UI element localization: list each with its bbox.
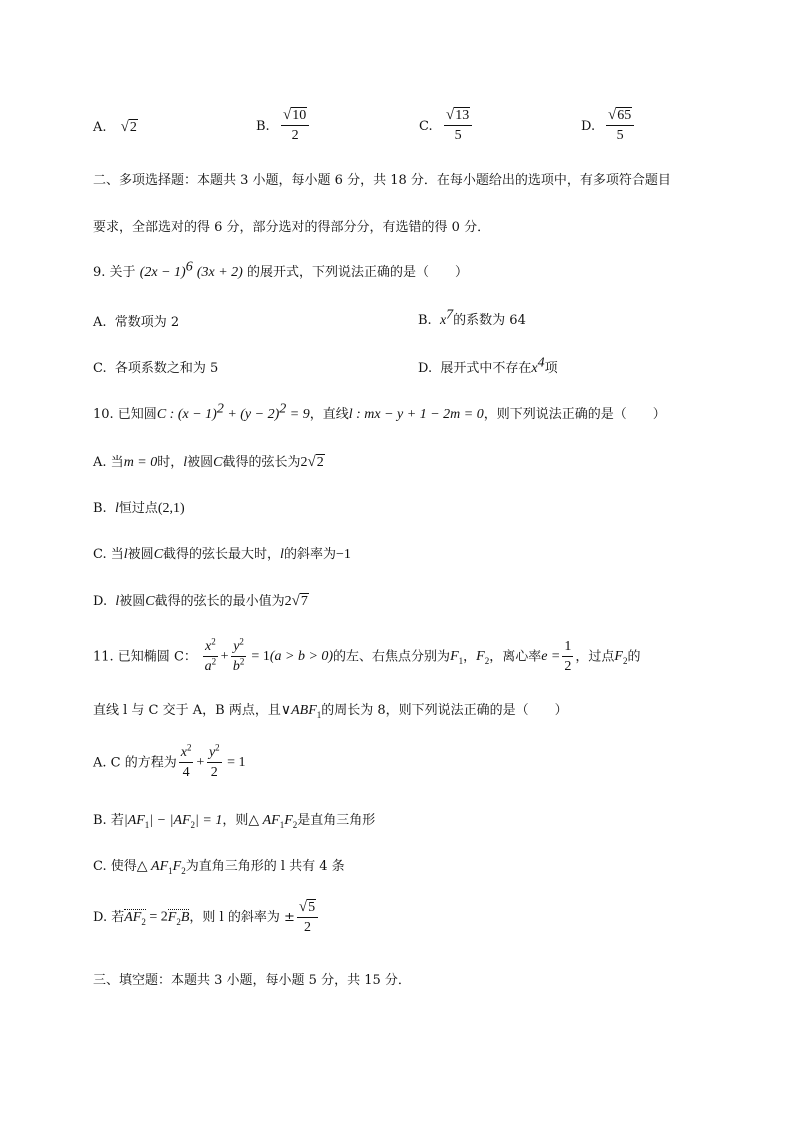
fraction-x2-a2: $\frac{x^2}{a^2}$ — [204, 636, 217, 674]
q9-option-d: D. 展开式中不存在$x^4$项 — [418, 355, 558, 376]
option-label: B. — [256, 119, 270, 134]
fraction-y2-2: $\frac{y^2}{2}$ — [208, 742, 220, 780]
sqrt-value: √2 — [120, 119, 137, 135]
q11-option-d: D. 若$AF_2 = 2F_2B$，则 l 的斜率为 ± $\frac{√5}{2}$ — [93, 900, 320, 940]
q10-stem: 10. 已知圆C : $(x - 1)^2 + (y - 2)^2 = 9$，直线l : mx − y + 1 − 2m = 0，则下列说法正确的是（ ） — [93, 401, 666, 422]
q9-option-c: C. 各项系数之和为 5 — [93, 361, 219, 376]
q11-option-b: B. 若$|AF_1| - |AF_2| = 1$，则△ $AF_1F_2$是直角三角形 — [93, 813, 376, 830]
q11-option-a: A. C 的方程为 $\frac{x^2}{4}$ + $\frac{y^2}{2}$ = 1 — [93, 742, 246, 780]
q10-option-b: B. l恒过点(2,1) — [93, 501, 185, 516]
option-d-fraction: $\frac{√65}{5}$ — [604, 108, 636, 143]
q8-options — [93, 108, 743, 148]
q11-stem-line2: 直线 l 与 C 交于 A，B 两点，且$\vee ABF_1$的周长为 8，则下列说法正确的是（ ） — [93, 703, 568, 720]
section3-heading: 三、填空题：本题共 3 小题，每小题 5 分，共 15 分． — [93, 973, 411, 988]
fraction-y2-b2: $\frac{y^2}{b^2}$ — [232, 636, 245, 674]
q9-stem: 9. 关于 $(2x - 1)^6$ (3x + 2) 的展开式，下列说法正确的是（ ） — [93, 259, 468, 280]
option-label: C. — [419, 119, 433, 134]
fraction-sqrt5-2: $\frac{√5}{2}$ — [297, 900, 318, 935]
option-label: A. — [93, 120, 107, 135]
option-a — [93, 120, 138, 135]
q11-stem-line1: 11. 已知椭圆 C： $\frac{x^2}{a^2}$ + $\frac{y^2}{b^2}$ = 1(a > b > 0)的左、右焦点分别为$F_1$，$F_2$，离心率e = $\frac{1}{2}$ ，过点$F_2$的 — [93, 636, 641, 674]
option-c-fraction: $\frac{√13}{5}$ — [442, 108, 474, 143]
fraction-eccentricity: $\frac{1}{2}$ — [564, 639, 572, 674]
option-label: D. — [581, 119, 596, 134]
section2-heading-line1: 二、多项选择题：本题共 3 小题，每小题 6 分，共 18 分．在每小题给出的选项中，有多项符合题目 — [93, 173, 671, 188]
q11-option-c: C. 使得△ $AF_1F_2$为直角三角形的 l 共有 4 条 — [93, 859, 345, 876]
q9-option-a: A. 常数项为 2 — [93, 315, 180, 330]
option-c — [419, 120, 433, 133]
q10-option-a: A. 当m = 0时，l被圆C截得的弦长为2√2 — [93, 454, 324, 470]
fraction-x2-4: $\frac{x^2}{4}$ — [180, 742, 192, 780]
option-b-fraction: $\frac{√10}{2}$ — [279, 108, 311, 143]
section2-heading-line2: 要求，全部选对的得 6 分，部分选对的得部分分，有选错的得 0 分． — [93, 220, 491, 235]
q10-option-c: C. 当l被圆C截得的弦长最大时，l的斜率为−1 — [93, 547, 351, 562]
q9-option-b: B. $x^7$的系数为 64 — [418, 307, 526, 328]
q10-option-d: D. l被圆C截得的弦长的最小值为2√7 — [93, 593, 308, 609]
option-d — [581, 120, 595, 133]
option-b — [256, 120, 270, 133]
